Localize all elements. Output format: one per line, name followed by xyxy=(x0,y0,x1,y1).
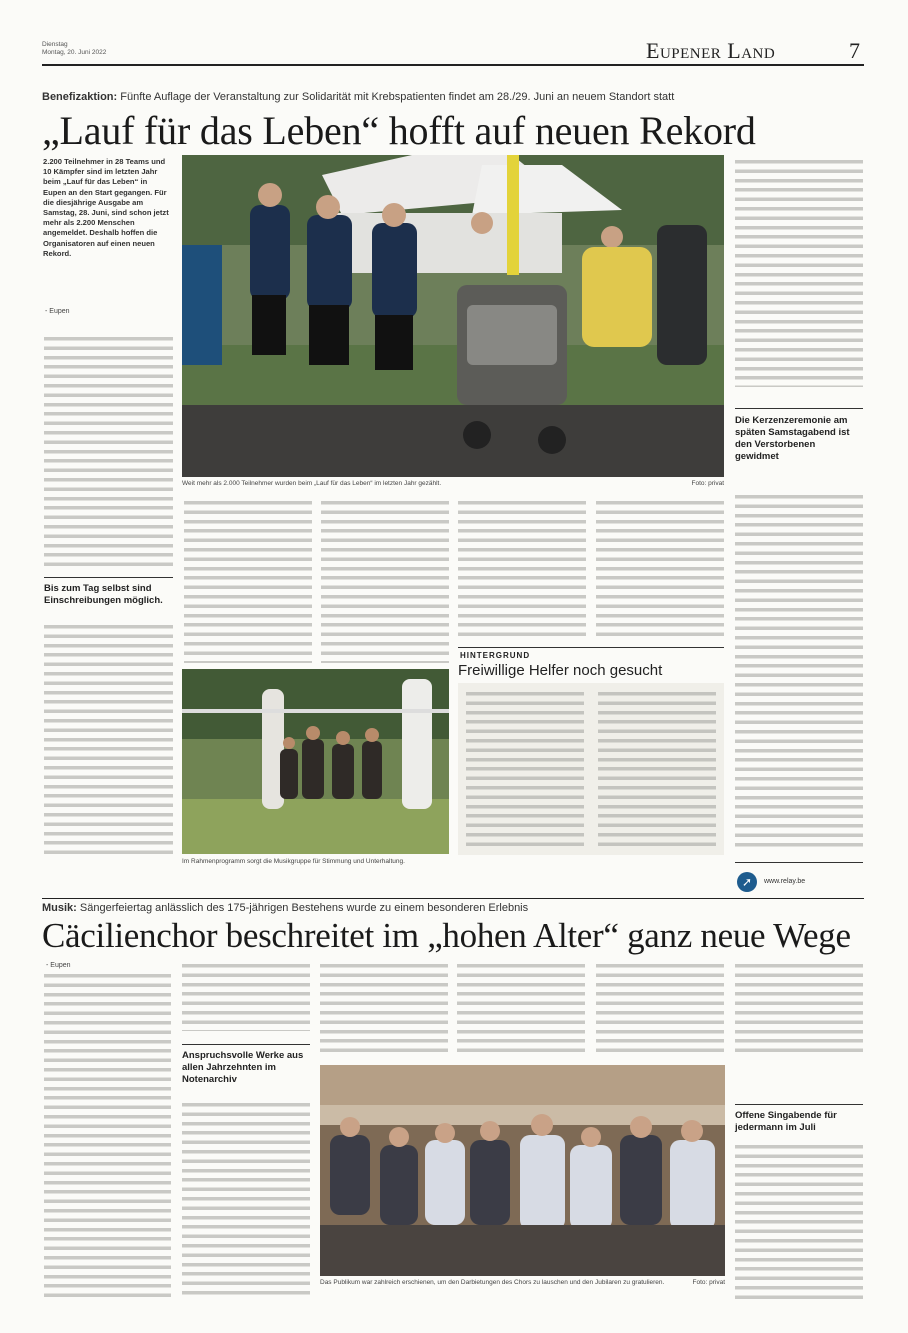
article2-col1 xyxy=(44,971,171,1301)
article1-kicker xyxy=(42,91,864,103)
article2-photo-caption: Das Publikum war zahlreich erschienen, um den Darbietungen des Chors zu lauschen und den Jubilaren zu gratulieren. xyxy=(320,1279,665,1286)
article1-subhead1-rule xyxy=(44,577,173,578)
article2-col4 xyxy=(457,961,585,1053)
article1-headline: „Lauf für das Leben“ hofft auf neuen Rekord xyxy=(42,108,756,153)
choir-audience-photo xyxy=(320,1065,725,1276)
article1-col3 xyxy=(321,498,449,663)
article2-photo-credit: Foto: privat xyxy=(692,1279,725,1286)
page-number: 7 xyxy=(849,38,860,63)
article1-photo-caption: Weit mehr als 2.000 Teilnehmer wurden beim „Lauf für das Leben“ im letzten Jahr gezählt. xyxy=(182,480,442,487)
link-arrow-icon[interactable]: ➚ xyxy=(737,872,757,892)
article1-photo2-caption: Im Rahmenprogramm sorgt die Musikgruppe für Stimmung und Unterhaltung. xyxy=(182,858,405,865)
article2-subhead1: Anspruchsvolle Werke aus allen Jahrzehnten im Notenarchiv xyxy=(182,1050,304,1085)
article2-kicker-text: Sängerfeiertag anlässlich des 175-jährigen Bestehens wurde zu einem besonderen Erlebnis xyxy=(79,902,529,914)
sidebar-box xyxy=(458,683,724,855)
article1-col5 xyxy=(596,498,724,638)
article2-photo xyxy=(320,1065,725,1276)
section-title: Eupener Land xyxy=(646,38,776,63)
article1-subhead2: Die Kerzenzeremonie am späten Samstagabend ist den Verstorbenen gewidmet xyxy=(735,415,850,462)
header-date-line2: Montag, 20. Juni 2022 xyxy=(42,49,107,56)
article1-byline: - Eupen xyxy=(45,308,70,315)
article2-subhead1-rule xyxy=(182,1044,310,1045)
article1-photo-credit: Foto: privat xyxy=(691,480,724,487)
article1-col4 xyxy=(458,498,586,638)
article1-photo2 xyxy=(182,669,449,854)
article1-col1 xyxy=(44,334,173,568)
article2-col2b xyxy=(182,1100,310,1300)
article2-headline: Cäcilienchor beschreitet im „hohen Alter“ ganz neue Wege xyxy=(42,916,851,955)
article1-col-right xyxy=(735,157,863,387)
runners-photo xyxy=(182,155,724,477)
article1-lead: 2.200 Teilnehmer in 28 Teams und 10 Kämpfer sind im letzten Jahr beim „Lauf für das Leben“ in Eupen an den Start gegangen. Für die diesjährige Ausgabe am Samstag, 28. Juni, sind schon jetzt mehr als 2.200 Menschen angemeldet. Deshalb hoffen die Organisatoren auf einen neuen Rekord. xyxy=(43,157,169,258)
article1-kicker-text: Fünfte Auflage der Veranstaltung zur Solidarität mit Krebspatienten findet am 28./29. Juni an neuem Standort statt xyxy=(120,91,675,103)
article2-col6b xyxy=(735,1142,863,1302)
article2-col3 xyxy=(320,961,448,1053)
sidebar-col2 xyxy=(598,689,716,849)
article1-col2 xyxy=(184,498,312,663)
article1-subhead1: Bis zum Tag selbst sind Einschreibungen möglich. xyxy=(44,583,163,606)
link-rule xyxy=(735,862,863,863)
article1-photo xyxy=(182,155,724,477)
sidebar-label: HINTERGRUND xyxy=(460,651,531,660)
header-date-line1: Dienstag xyxy=(42,41,68,48)
article2-subhead2-rule xyxy=(735,1104,863,1105)
article2-col6 xyxy=(735,961,863,1053)
article2-subhead2: Offene Singabende für jedermann im Juli xyxy=(735,1110,837,1133)
article1-subhead2-rule xyxy=(735,408,863,409)
article2-byline: - Eupen xyxy=(46,962,71,969)
header-date xyxy=(42,41,172,57)
sidebar-col1 xyxy=(466,689,584,849)
article2-kicker-label: Musik: xyxy=(42,902,77,914)
sidebar-title: Freiwillige Helfer noch gesucht xyxy=(458,662,663,679)
article2-col5 xyxy=(596,961,724,1053)
article2-kicker xyxy=(42,902,864,914)
article1-kicker-label: Benefizaktion: xyxy=(42,91,118,103)
article1-col-right2 xyxy=(735,492,863,852)
article2-col2a xyxy=(182,961,310,1031)
header-rule xyxy=(42,64,864,66)
article1-link[interactable]: www.relay.be xyxy=(764,878,806,885)
article1-col1b xyxy=(44,622,173,854)
sidebar-top-rule xyxy=(458,647,724,648)
band-photo xyxy=(182,669,449,854)
article-divider xyxy=(42,898,864,899)
